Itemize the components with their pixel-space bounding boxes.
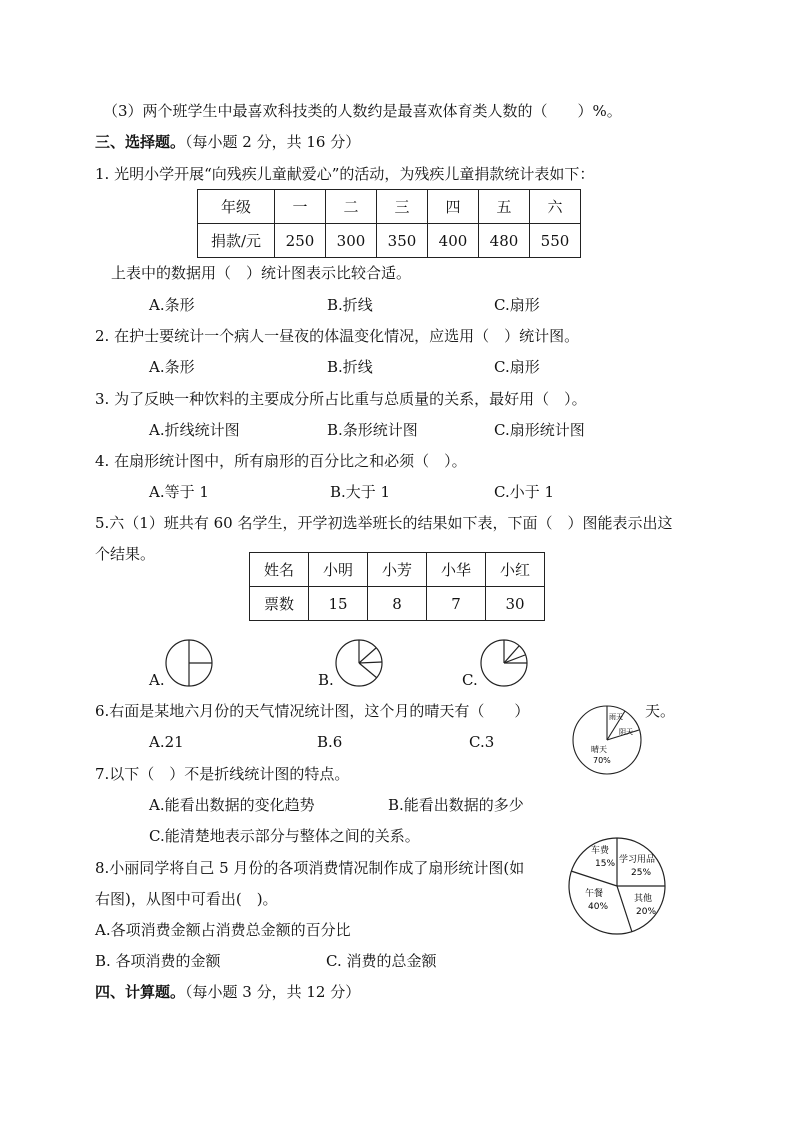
q2-stem: 2. 在护士要统计一个病人一昼夜的体温变化情况，应选用（ ）统计图。 <box>95 327 580 345</box>
pie-slice-label: 其他 <box>634 894 653 904</box>
pie-slice-pct: 20% <box>636 907 657 917</box>
pie-slice-label: 午餐 <box>585 889 604 899</box>
q4-option-b[interactable]: B.大于 1 <box>330 483 391 501</box>
section3-heading <box>95 132 360 152</box>
table-cell: 30 <box>486 587 545 621</box>
pie-slice-label: 学习用品 <box>619 855 656 865</box>
pie-slice-pct: 40% <box>588 902 609 912</box>
q7-option-c[interactable]: C.能清楚地表示部分与整体之间的关系。 <box>149 827 420 845</box>
q4-option-a[interactable]: A.等于 1 <box>149 483 209 501</box>
q8-option-c[interactable]: C. 消费的总金额 <box>326 952 437 970</box>
q8-stem-line2: 右图)，从图中可看出( )。 <box>95 890 278 908</box>
table-cell: 年级 <box>198 190 275 224</box>
table-cell: 六 <box>530 190 581 224</box>
table-cell: 二 <box>326 190 377 224</box>
q7-stem: 7.以下（ ）不是折线统计图的特点。 <box>95 765 350 783</box>
q3-option-a[interactable]: A.折线统计图 <box>149 421 240 439</box>
q5-stem-line1: 5.六（1）班共有 60 名学生，开学初选举班长的结果如下表，下面（ ）图能表示出这 <box>95 514 673 532</box>
table-cell: 350 <box>377 224 428 258</box>
pie-label-sunny: 晴天 <box>591 745 607 754</box>
q3-option-c[interactable]: C.扇形统计图 <box>494 421 585 439</box>
q3-fill-blank: （3）两个班学生中最喜欢科技类的人数约是最喜欢体育类人数的（ ）%。 <box>103 102 622 120</box>
q8-stem-line1: 8.小丽同学将自己 5 月份的各项消费情况制作成了扇形统计图(如 <box>95 859 525 877</box>
table-cell: 小明 <box>309 553 368 587</box>
table-cell: 250 <box>275 224 326 258</box>
table-row <box>198 190 581 224</box>
q1-donation-table <box>197 189 581 258</box>
q6-option-c[interactable]: C.3 <box>469 733 495 751</box>
table-cell: 四 <box>428 190 479 224</box>
table-cell: 小芳 <box>368 553 427 587</box>
q2-option-c[interactable]: C.扇形 <box>494 358 540 376</box>
table-cell: 姓名 <box>250 553 309 587</box>
table-cell: 票数 <box>250 587 309 621</box>
pie-slice-pct: 15% <box>595 859 616 869</box>
pie-label-rain: 雨天 <box>609 713 623 721</box>
q5-option-b[interactable]: B. <box>318 671 334 689</box>
q8-option-a[interactable]: A.各项消费金额占消费总金额的百分比 <box>95 921 351 939</box>
q1-option-c[interactable]: C.扇形 <box>494 296 540 314</box>
pie-label-cloudy: 阴天 <box>619 728 633 736</box>
table-cell: 三 <box>377 190 428 224</box>
q4-option-c[interactable]: C.小于 1 <box>494 483 555 501</box>
table-cell: 550 <box>530 224 581 258</box>
q8-expense-pie <box>567 836 667 936</box>
q6-option-b[interactable]: B.6 <box>317 733 343 751</box>
q7-option-b[interactable]: B.能看出数据的多少 <box>388 796 524 814</box>
q1-after-text: 上表中的数据用（ ）统计图表示比较合适。 <box>111 264 412 282</box>
pie-slice-pct: 25% <box>631 868 652 878</box>
table-cell: 一 <box>275 190 326 224</box>
section3-title: 三、选择题。 <box>95 133 186 151</box>
q5-option-a[interactable]: A. <box>149 671 165 689</box>
table-cell: 400 <box>428 224 479 258</box>
section4-heading <box>95 982 360 1002</box>
q7-option-a[interactable]: A.能看出数据的变化趋势 <box>149 796 315 814</box>
table-cell: 8 <box>368 587 427 621</box>
q3-option-b[interactable]: B.条形统计图 <box>327 421 418 439</box>
table-cell: 小华 <box>427 553 486 587</box>
q6-weather-pie <box>571 704 643 776</box>
q1-option-a[interactable]: A.条形 <box>149 296 195 314</box>
table-cell: 捐款/元 <box>198 224 275 258</box>
q6-stem: 6.右面是某地六月份的天气情况统计图，这个月的晴天有（ ） <box>95 702 530 720</box>
q1-stem: 1. 光明小学开展“向残疾儿童献爱心”的活动，为残疾儿童捐款统计表如下： <box>95 165 595 183</box>
q5-pie-c <box>480 638 530 688</box>
q5-option-c[interactable]: C. <box>462 671 478 689</box>
q8-option-b[interactable]: B. 各项消费的金额 <box>95 952 221 970</box>
table-cell: 480 <box>479 224 530 258</box>
table-cell: 五 <box>479 190 530 224</box>
q5-pie-a <box>165 638 215 688</box>
table-row <box>198 224 581 258</box>
table-cell: 15 <box>309 587 368 621</box>
q6-stem-tail: 天。 <box>645 702 676 720</box>
table-cell: 300 <box>326 224 377 258</box>
q2-option-a[interactable]: A.条形 <box>149 358 195 376</box>
section3-note: （每小题 2 分，共 16 分） <box>185 133 361 151</box>
q5-stem-line2: 个结果。 <box>95 545 156 563</box>
q1-option-b[interactable]: B.折线 <box>327 296 373 314</box>
section4-note: （每小题 3 分，共 12 分） <box>185 983 361 1001</box>
table-cell: 小红 <box>486 553 545 587</box>
q2-option-b[interactable]: B.折线 <box>327 358 373 376</box>
q6-option-a[interactable]: A.21 <box>149 733 184 751</box>
table-row <box>250 553 545 587</box>
q5-pie-b <box>335 638 385 688</box>
section4-title: 四、计算题。 <box>95 983 186 1001</box>
pie-slice-label: 车费 <box>591 846 610 856</box>
q3-stem: 3. 为了反映一种饮料的主要成分所占比重与总质量的关系，最好用（ ）。 <box>95 390 587 408</box>
pie-label-sunny-pct: 70% <box>593 756 611 765</box>
q4-stem: 4. 在扇形统计图中，所有扇形的百分比之和必须（ ）。 <box>95 452 467 470</box>
q5-vote-table <box>249 552 545 621</box>
table-cell: 7 <box>427 587 486 621</box>
table-row <box>250 587 545 621</box>
